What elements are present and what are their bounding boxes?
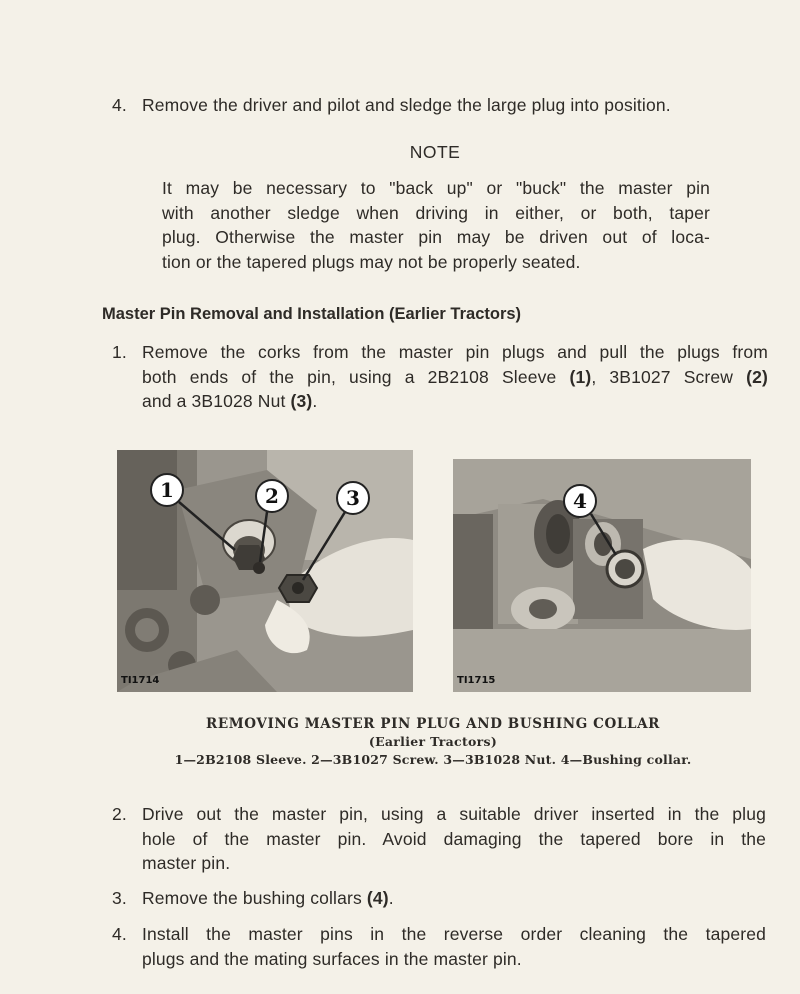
- photo-right-label: TI1715: [457, 675, 496, 686]
- caption-subtitle: (Earlier Tractors): [368, 734, 498, 749]
- step-number: 1.: [112, 342, 127, 362]
- callout-2: 2: [265, 484, 279, 508]
- callout-4: 4: [573, 489, 587, 513]
- step-4: [112, 922, 766, 971]
- photo-right-illustration: [453, 459, 751, 692]
- step-3: [112, 886, 766, 911]
- step-number: 3.: [112, 888, 127, 908]
- callout-1: 1: [160, 478, 174, 502]
- step-line: and a 3B1028 Nut (3).: [142, 391, 318, 411]
- note-line: It may be necessary to "back up" or "buck" the master pin: [162, 178, 710, 198]
- step-number: 2.: [112, 804, 127, 824]
- step-line: plugs and the mating surfaces in the master pin.: [142, 948, 522, 969]
- step-line: Remove the corks from the master pin plugs and pull the plugs from: [142, 342, 768, 362]
- caption-title: REMOVING MASTER PIN PLUG AND BUSHING COLLAR: [206, 716, 660, 732]
- photo-left-illustration: [117, 450, 413, 692]
- callout-3: 3: [346, 486, 360, 510]
- step-line: Drive out the master pin, using a suitable driver inserted in the plug: [142, 804, 766, 824]
- step-text: Remove the bushing collars (4).: [142, 888, 394, 908]
- step-2: [112, 802, 766, 876]
- step-1: [112, 340, 768, 414]
- step-line: master pin.: [142, 853, 231, 873]
- step-text: Remove the driver and pilot and sledge the large plug into position.: [142, 95, 671, 115]
- note-line: tion or the tapered plugs may not be properly seated.: [162, 251, 581, 272]
- photo-right: [453, 459, 751, 692]
- step-line: hole of the master pin. Avoid damaging the tapered bore in the: [142, 828, 766, 849]
- step-number: 4.: [112, 95, 127, 115]
- step-line: Install the master pins in the reverse order cleaning the tapered: [142, 924, 766, 944]
- note-line: with another sledge when driving in either, or both, taper: [162, 202, 710, 223]
- section-heading: Master Pin Removal and Installation (Earlier Tractors): [102, 305, 522, 323]
- note-line: plug. Otherwise the master pin may be driven out of loca-: [162, 227, 710, 247]
- note-body: [162, 176, 710, 274]
- photo-left-label: TI1714: [121, 675, 160, 686]
- step-number: 4.: [112, 924, 127, 944]
- photo-left: [117, 450, 413, 692]
- step-top: [112, 93, 772, 118]
- note-title: NOTE: [409, 142, 461, 162]
- step-line: both ends of the pin, using a 2B2108 Sleeve (1), 3B1027 Screw (2): [142, 366, 768, 387]
- caption-legend: 1—2B2108 Sleeve. 2—3B1027 Screw. 3—3B1028 Nut. 4—Bushing collar.: [174, 752, 692, 767]
